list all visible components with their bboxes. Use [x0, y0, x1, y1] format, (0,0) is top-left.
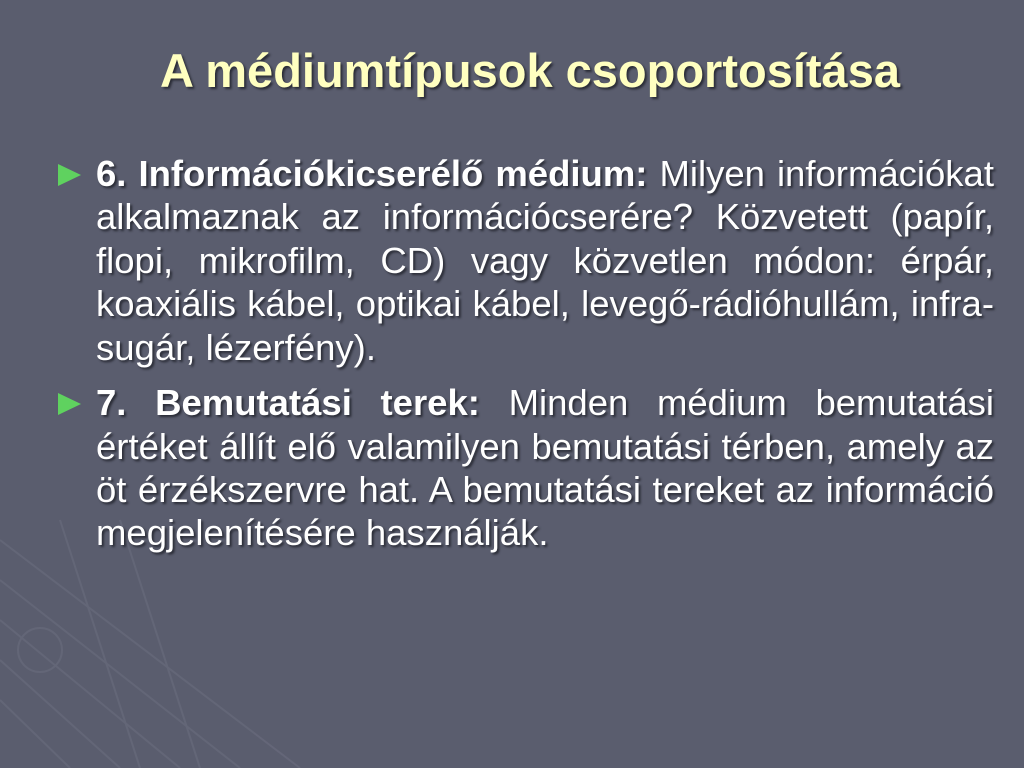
- bullet-item-presentation-spaces: [58, 381, 994, 555]
- green-triangle-bullet-icon: [58, 164, 81, 186]
- bullet-body: Milyen információkat alkalmaznak az információcserére? Közvetett (papír, flopi, mikrofilm, CD) vagy közvetlen módon: érpár, koaxiális kábel, optikai kábel, levegő-rádióhullám, infra-sugár, lézerfény).: [96, 153, 994, 368]
- bullet-heading: 6. Információkicserélő médium:: [96, 153, 660, 194]
- bullet-heading: 7. Bemutatási terek:: [96, 382, 509, 424]
- bullet-item-exchange-medium: [58, 152, 994, 369]
- slide-title: A médiumtípusok csoportosítása: [160, 44, 900, 97]
- bullet-body: Minden médium bemutatási értéket állít elő valamilyen bemutatási térben, amely az öt érzékszervre hat. A bemutatási tereket az információ megjelenítésére használják.: [96, 382, 994, 554]
- green-triangle-bullet-icon: [58, 393, 81, 415]
- bullet-list: [58, 152, 994, 567]
